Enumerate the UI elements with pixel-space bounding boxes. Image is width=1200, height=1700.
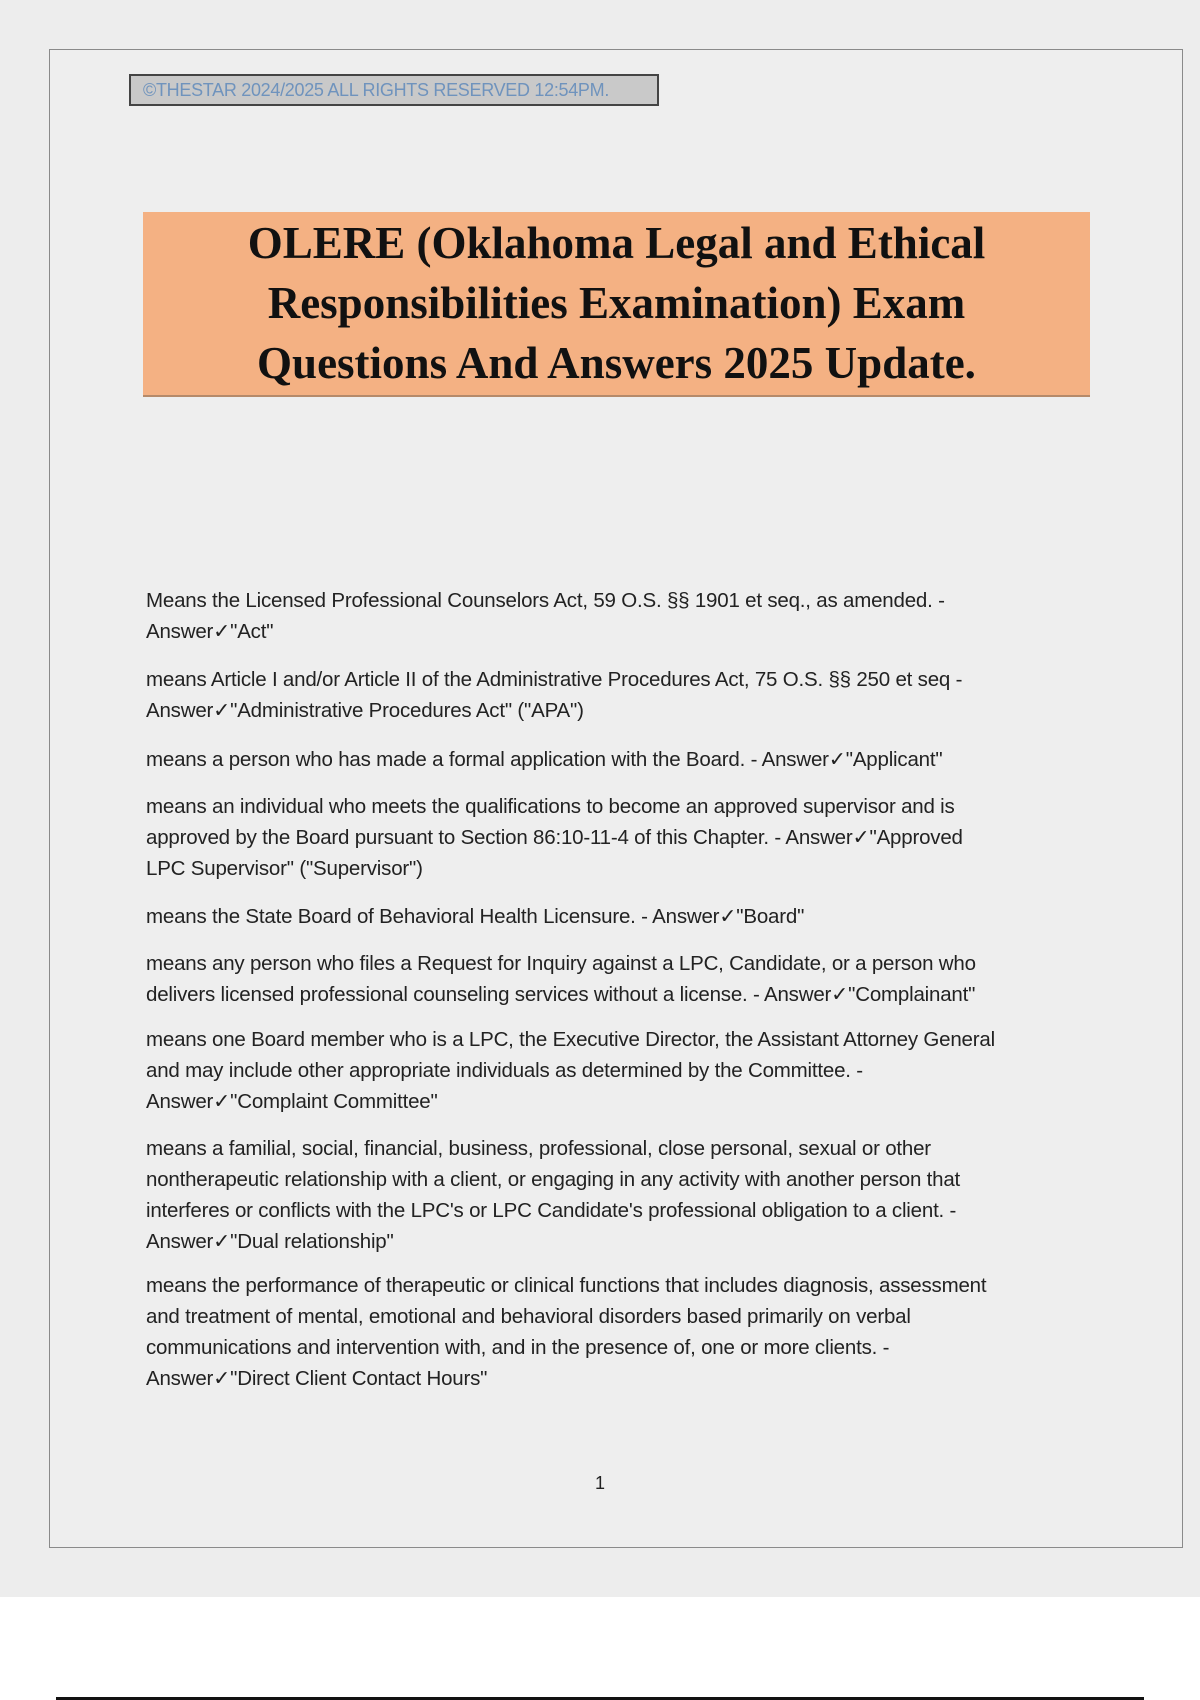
qa-line: means the performance of therapeutic or clinical functions that includes diagnosis, assessment <box>146 1274 987 1297</box>
qa-line: and may include other appropriate individuals as determined by the Committee. - <box>146 1059 863 1082</box>
qa-line: means an individual who meets the qualifications to become an approved supervisor and is <box>146 795 955 818</box>
page-number: 1 <box>594 1473 605 1493</box>
qa-line: means a person who has made a formal application with the Board. - Answer✓"Applicant" <box>146 748 943 771</box>
copyright-watermark: ©THESTAR 2024/2025 ALL RIGHTS RESERVED 12:54PM. <box>129 74 659 106</box>
qa-item <box>146 585 945 647</box>
qa-line: and treatment of mental, emotional and behavioral disorders based primarily on verbal <box>146 1305 911 1328</box>
qa-line: communications and intervention with, and in the presence of, one or more clients. - <box>146 1336 890 1359</box>
qa-line: approved by the Board pursuant to Section 86:10-11-4 of this Chapter. - Answer✓"Approved <box>146 826 963 849</box>
qa-item <box>146 1270 986 1394</box>
qa-item <box>146 901 804 932</box>
qa-answer-line: Answer✓"Act" <box>146 620 274 643</box>
qa-item <box>146 948 976 1010</box>
qa-item <box>146 664 962 726</box>
qa-answer-line: Answer✓"Complaint Committee" <box>146 1090 438 1113</box>
qa-answer-line: Answer✓"Dual relationship" <box>146 1230 394 1253</box>
qa-line: means one Board member who is a LPC, the Executive Director, the Assistant Attorney General <box>146 1028 995 1051</box>
qa-item <box>146 1024 995 1117</box>
title-line: Responsibilities Examination) Exam <box>267 278 966 328</box>
qa-line: nontherapeutic relationship with a client, or engaging in any activity with another person that <box>146 1168 961 1191</box>
qa-item <box>146 791 963 884</box>
qa-line: Means the Licensed Professional Counselors Act, 59 O.S. §§ 1901 et seq., as amended. - <box>146 589 945 612</box>
qa-line: means the State Board of Behavioral Health Licensure. - Answer✓"Board" <box>146 905 805 928</box>
qa-line: means a familial, social, financial, business, professional, close personal, sexual or other <box>146 1137 931 1160</box>
qa-line: means Article I and/or Article II of the Administrative Procedures Act, 75 O.S. §§ 250 et seq - <box>146 668 963 691</box>
title-line: OLERE (Oklahoma Legal and Ethical <box>247 218 986 268</box>
title-line: Questions And Answers 2025 Update. <box>257 338 976 388</box>
qa-item <box>146 744 942 775</box>
qa-answer-line: LPC Supervisor" ("Supervisor") <box>146 857 423 880</box>
qa-answer-line: Answer✓"Direct Client Contact Hours" <box>146 1367 488 1390</box>
qa-answer-line: Answer✓"Administrative Procedures Act" ("APA") <box>146 699 584 722</box>
document-title <box>143 212 1090 397</box>
qa-item <box>146 1133 960 1257</box>
qa-line: means any person who files a Request for Inquiry against a LPC, Candidate, or a person who <box>146 952 976 975</box>
qa-line: interferes or conflicts with the LPC's or LPC Candidate's professional obligation to a client. - <box>146 1199 957 1222</box>
qa-answer-line: delivers licensed professional counseling services without a license. - Answer✓"Complainant" <box>146 983 976 1006</box>
